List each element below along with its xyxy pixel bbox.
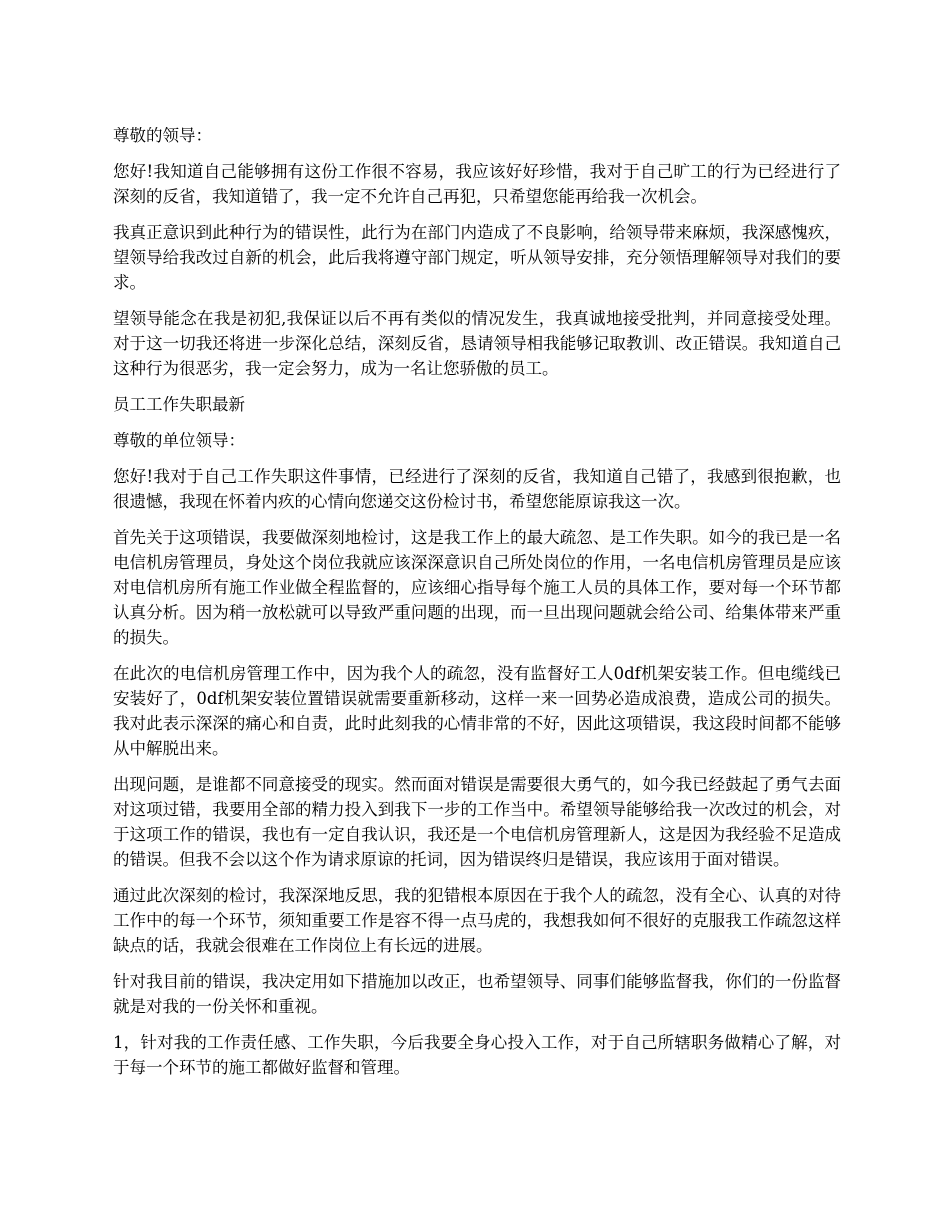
body-paragraph: 首先关于这项错误，我要做深刻地检讨，这是我工作上的最大疏忽、是工作失职。如今的我已是一名电信机房管理员，身处这个岗位我就应该深深意识自己所处岗位的作用，一名电信机房管理员是应该对电信机房所有施工作业做全程监督的，应该细心指导每个施工人员的具体工作，要对每一个环节都认真分析。因为稍一放松就可以导致严重问题的出现，而一旦出现问题就会给公司、给集体带来严重的损失。 [113, 528, 841, 647]
section-title: 员工工作失职最新 [113, 395, 245, 414]
body-paragraph: 出现问题，是谁都不同意接受的现实。然而面对错误是需要很大勇气的，如今我已经鼓起了勇气去面对这项过错，我要用全部的精力投入到我下一步的工作当中。希望领导能够给我一次改过的机会，对于这项工作的错误，我也有一定自我认识，我还是一个电信机房管理新人，这是因为我经验不足造成的错误。但我不会以这个作为请求原谅的托词，因为错误终归是错误，我应该用于面对错误。 [113, 775, 841, 869]
body-paragraph: 您好!我知道自己能够拥有这份工作很不容易，我应该好好珍惜，我对于自己旷工的行为已经进行了深刻的反省，我知道错了，我一定不允许自己再犯，只希望您能再给我一次机会。 [113, 162, 841, 206]
list-item: 1，针对我的工作责任感、工作失职，今后我要全身心投入工作，对于自己所辖职务做精心了解，对于每一个环节的施工都做好监督和管理。 [113, 1033, 841, 1077]
body-paragraph: 望领导能念在我是初犯,我保证以后不再有类似的情况发生，我真诚地接受批判，并同意接受处理。对于这一切我还将进一步深化总结，深刻反省，恳请领导相我能够记取教训、改正错误。我知道自己这种行为很恶劣，我一定会努力，成为一名让您骄傲的员工。 [113, 309, 841, 378]
body-paragraph: 通过此次深刻的检讨，我深深地反思，我的犯错根本原因在于我个人的疏忽，没有全心、认真的对待工作中的每一个环节，须知重要工作是容不得一点马虎的，我想我如何不很好的克服我工作疏忽这样缺点的话，我就会很难在工作岗位上有长远的进展。 [113, 886, 841, 955]
body-paragraph: 您好!我对于自己工作失职这件事情，已经进行了深刻的反省，我知道自己错了，我感到很抱歉，也很遗憾，我现在怀着内疚的心情向您递交这份检讨书，希望您能原谅我这一次。 [113, 467, 841, 511]
body-paragraph: 在此次的电信机房管理工作中，因为我个人的疏忽，没有监督好工人0df机架安装工作。但电缆线已安装好了，0df机架安装位置错误就需要重新移动，这样一来一回势必造成浪费，造成公司的损失。我对此表示深深的痛心和自责，此时此刻我的心情非常的不好，因此这项错误，我这段时间都不能够从中解脱出来。 [113, 664, 841, 758]
body-paragraph: 我真正意识到此种行为的错误性，此行为在部门内造成了不良影响，给领导带来麻烦，我深感愧疚，望领导给我改过自新的机会，此后我将遵守部门规定，听从领导安排，充分领悟理解领导对我们的要求。 [113, 223, 841, 292]
body-paragraph: 针对我目前的错误，我决定用如下措施加以改正，也希望领导、同事们能够监督我，你们的一份监督就是对我的一份关怀和重视。 [113, 972, 841, 1016]
salutation: 尊敬的单位领导： [113, 431, 245, 450]
document-body [113, 123, 841, 1091]
salutation: 尊敬的领导： [113, 126, 212, 145]
